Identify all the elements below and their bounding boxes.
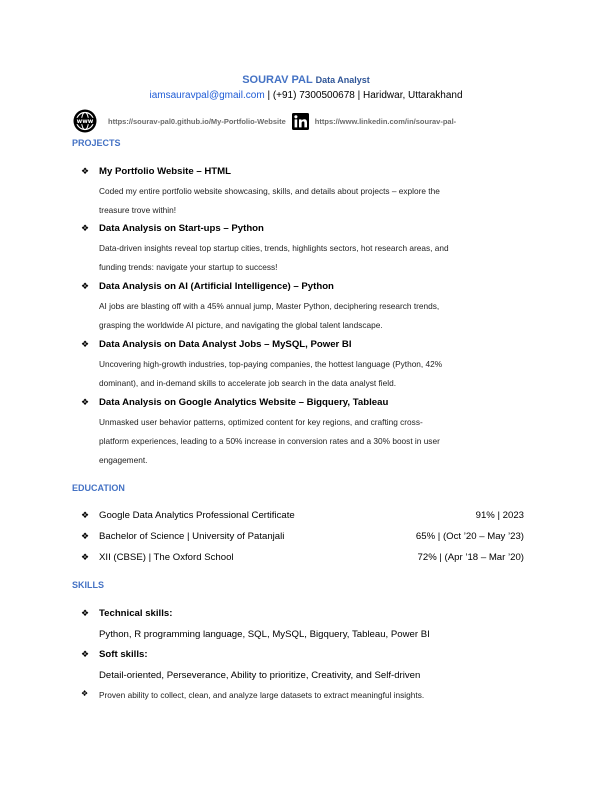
education-row <box>81 531 524 545</box>
phone-number: (+91) 7300500678 <box>272 90 355 101</box>
soft-skills: Detail-oriented, Perseverance, Ability to prioritize, Creativity, and Self-driven <box>99 670 421 681</box>
desc-line: Coded my entire portfolio website showcasing, skills, and details about projects – explore the <box>99 186 440 196</box>
project-desc <box>99 297 529 335</box>
project-title: Data Analysis on Data Analyst Jobs – MySQL, Power BI <box>99 339 352 350</box>
education-value: 91% | 2023 <box>475 510 524 521</box>
www-globe-icon[interactable] <box>72 109 98 133</box>
desc-line: platform experiences, leading to a 50% increase in conversion rates and a 30% boost in user <box>99 436 440 446</box>
project-title: Data Analysis on AI (Artificial Intelligence) – Python <box>99 281 334 292</box>
separator: | <box>264 90 273 101</box>
desc-line: Unmasked user behavior patterns, optimized content for key regions, and crafting cross- <box>99 417 423 427</box>
desc-line: dominant), and in-demand skills to accelerate job search in the data analyst field. <box>99 378 397 388</box>
bullet-icon: ❖ <box>81 339 90 349</box>
name-line <box>0 74 612 86</box>
project-desc <box>99 413 529 470</box>
project-desc <box>99 355 529 393</box>
education-label: Google Data Analytics Professional Certificate <box>99 510 295 521</box>
bullet-icon: ❖ <box>81 689 89 698</box>
education-row <box>81 552 524 566</box>
svg-text:www: www <box>76 118 94 126</box>
bullet-icon: ❖ <box>81 223 90 233</box>
separator: | <box>354 90 364 101</box>
education-value: 65% | (Oct ’20 – May ’23) <box>415 531 524 542</box>
website-link[interactable]: https://sourav-pal0.github.io/My-Portfolio-Website <box>108 116 286 126</box>
contact-line <box>0 90 612 101</box>
bullet-icon: ❖ <box>81 531 90 541</box>
email-link[interactable]: iamsauravpal@gmail.com <box>149 90 265 101</box>
education-row <box>81 510 524 524</box>
education-label: Bachelor of Science | University of Patanjali <box>99 531 285 542</box>
desc-line: engagement. <box>99 455 148 465</box>
desc-line: treasure trove within! <box>99 205 177 215</box>
links-line <box>72 109 542 133</box>
bullet-icon: ❖ <box>81 552 90 562</box>
soft-skills-label: Soft skills: <box>99 649 148 660</box>
technical-skills-label: Technical skills: <box>99 608 173 619</box>
education-value: 72% | (Apr ’18 – Mar ’20) <box>417 552 524 563</box>
desc-line: grasping the worldwide AI picture, and navigating the global talent landscape. <box>99 320 383 330</box>
desc-line: AI jobs are blasting off with a 45% annual jump, Master Python, deciphering research trends, <box>99 301 440 311</box>
linkedin-icon[interactable] <box>292 113 309 130</box>
education-heading: EDUCATION <box>72 483 125 493</box>
linkedin-link[interactable]: https://www.linkedin.com/in/sourav-pal- <box>314 116 457 126</box>
project-title: My Portfolio Website – HTML <box>99 166 232 177</box>
bullet-icon: ❖ <box>81 166 90 176</box>
education-label: XII (CBSE) | The Oxford School <box>99 552 234 563</box>
projects-heading: PROJECTS <box>72 138 121 148</box>
bullet-icon: ❖ <box>81 397 90 407</box>
skills-summary: Proven ability to collect, clean, and analyze large datasets to extract meaningful insights. <box>99 690 425 700</box>
desc-line: Uncovering high-growth industries, top-paying companies, the hottest language (Python, 42% <box>99 359 443 369</box>
project-desc <box>99 182 529 220</box>
technical-skills: Python, R programming language, SQL, MySQL, Bigquery, Tableau, Power BI <box>99 629 430 640</box>
project-title: Data Analysis on Google Analytics Website – Bigquery, Tableau <box>99 397 389 408</box>
project-desc <box>99 239 529 277</box>
desc-line: Data-driven insights reveal top startup cities, trends, highlights sectors, hot research areas, and <box>99 243 449 253</box>
bullet-icon: ❖ <box>81 608 90 618</box>
bullet-icon: ❖ <box>81 510 90 520</box>
candidate-name: SOURAV PAL <box>242 74 313 86</box>
project-title: Data Analysis on Start-ups – Python <box>99 223 264 234</box>
candidate-role: Data Analyst <box>315 75 370 85</box>
bullet-icon: ❖ <box>81 649 90 659</box>
skills-heading: SKILLS <box>72 580 105 590</box>
location: Haridwar, Uttarakhand <box>363 90 463 101</box>
desc-line: funding trends: navigate your startup to success! <box>99 262 278 272</box>
bullet-icon: ❖ <box>81 281 90 291</box>
